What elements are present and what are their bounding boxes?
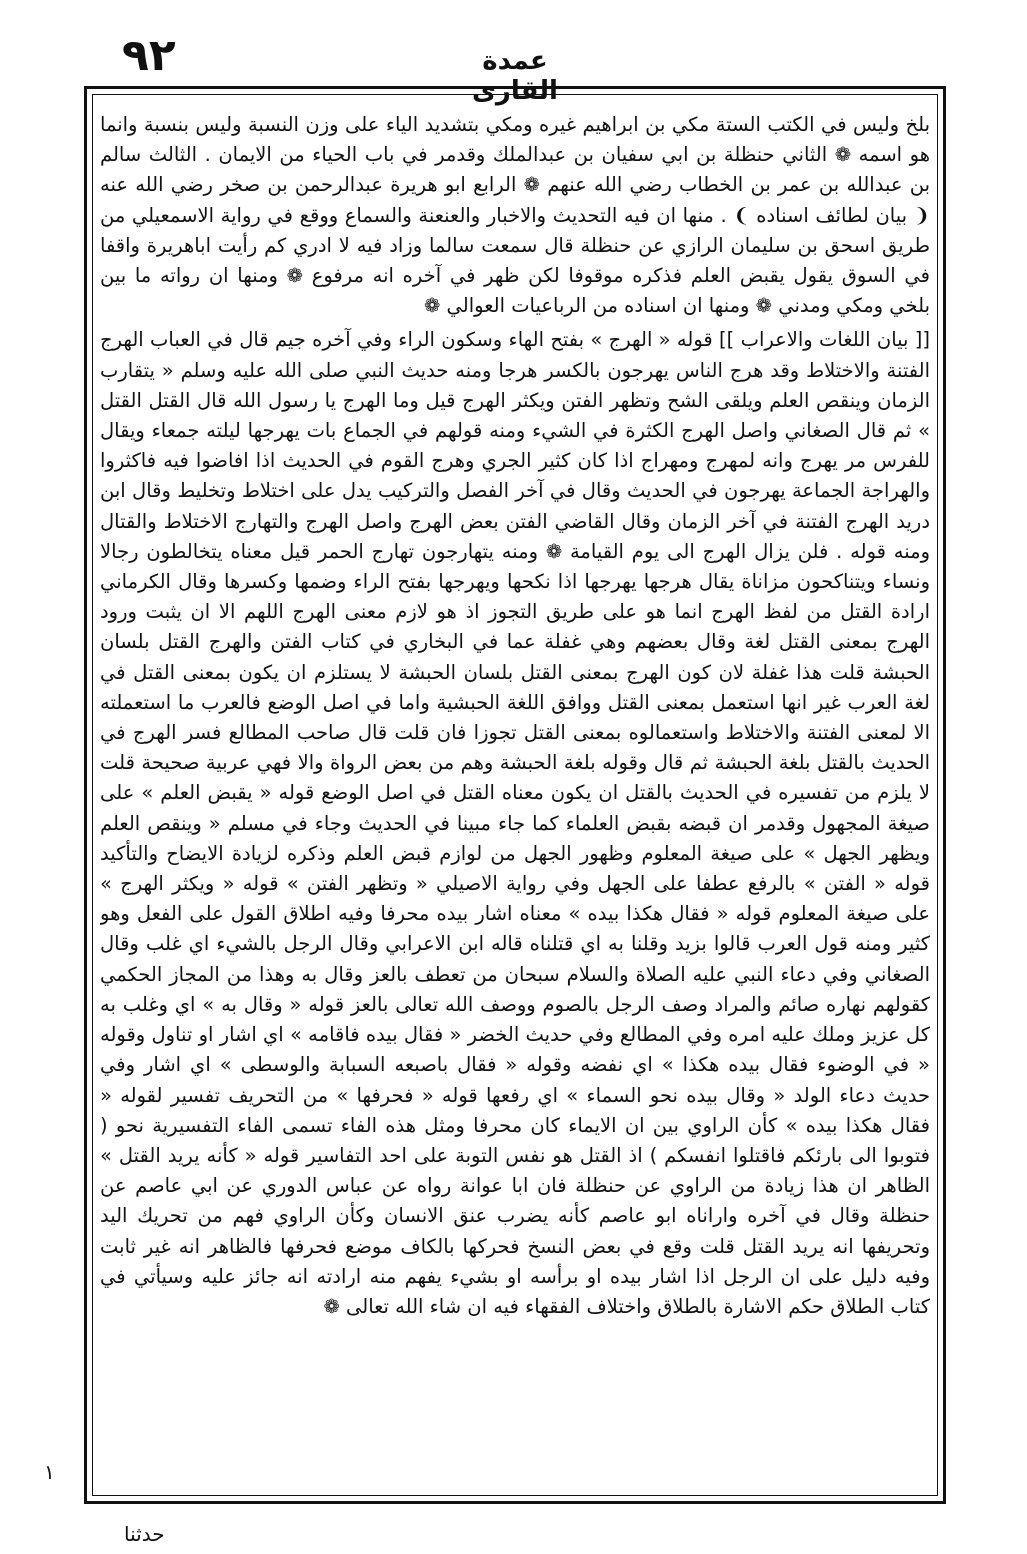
page-number: ٩٢	[122, 30, 176, 81]
paragraph-narrators: بلخ وليس في الكتب الستة مكي بن ابراهيم غيره ومكي بتشديد الياء على وزن النسبة وليس بنسبة وانما هو اسمه ❁ الثاني حنظلة بن ابي سفيان بن عبدالملك وقدمر في باب الحياء من الايمان . الثالث سالم بن عبدالله بن عمر بن الخطاب رضي الله عنهم ❁ الرابع ابو هريرة عبدالرحمن بن صخر رضي الله عنه ❨ بيان لطائف اسناده ❩ . منها ان فيه التحديث والاخبار والعنعنة والسماع ووقع في رواية الاسمعيلي من طريق اسحق بن سليمان الرازي عن حنظلة قال سمعت سالما وزاد فيه لا ادري كم رأيت اباهريرة واقفا في السوق يقول يقبض العلم فذكره موقوفا لكن ظهر في آخره انه مرفوع ❁ ومنها ان رواته ما بين بلخي ومكي ومدني ❁ ومنها ان اسناده من الرباعيات العوالي ❁	[100, 113, 930, 318]
margin-mark: ١	[44, 1460, 55, 1484]
paragraph-lexicon-and-grammar: [[ بيان اللغات والاعراب ]] قوله « الهرج » بفتح الهاء وسكون الراء وفي آخره جيم قال في العباب الهرج الفتنة والاختلاط وقد هرج الناس يهرجون بالكسر هرجا ومنه حديث النبي صلى الله عليه وسلم « يتقارب الزمان وينقص العلم ويلقى الشح وتظهر الفتن ويكثر الهرج قيل وما الهرج يا رسول الله قال القتل القتل » ثم قال الصغاني واصل الهرج الكثرة في الشيء ومنه قولهم في الجماع بات يهرجها ليلته جمعاء ويقال للفرس مر يهرج وانه لمهرج ومهراج اذا كان كثير الجري وهرج القوم في الحديث اذا افاضوا فيه فاكثروا والهراجة الجماعة يهرجون في الحديث وقال في آخر الفصل والتركيب يدل على اختلاط وتخليط وقال ابن دريد الهرج الفتنة في آخر الزمان وقال القاضي الفتن بعض الهرج واصل الهرج والتهارج الاختلاط والقتال ومنه قوله . فلن يزال الهرج الى يوم القيامة ❁ ومنه يتهارجون تهارج الحمر قيل معناه يتخالطون رجالا ونساء ويتناكحون مزاناة يقال هرجها يهرجها اذا نكحها ويهرجها بفتح الراء وضمها وكسرها وقال الكرماني ارادة القتل من لفظ الهرج انما هو على طريق التجوز اذ هو لازم معنى الهرج اللهم الا ان يثبت ورود الهرج بمعنى القتل لغة وقال بعضهم وهي غفلة عما في البخاري في كتاب الفتن والهرج القتل بلسان الحبشة قلت هذا غفلة لان كون الهرج بمعنى القتل بلسان الحبشة لا يستلزم ان يكون بمعنى القتل في لغة العرب غير انها استعمل بمعنى القتل ووافق اللغة الحبشية واما في اصل الوضع فالعرب ما استعملته الا لمعنى الفتنة والاختلاط واستعمالوه بمعنى القتل تجوزا فان قلت قال صاحب المطالع فسر الهرج في الحديث بالقتل بلغة الحبشة ثم قال وقوله بلغة الحبشة وهم من بعض الرواة والا فهي عربية صحيحة قلت لا يلزم من تفسيره في الحديث بالقتل ان يكون معناه القتل في اصل الوضع قوله « يقبض العلم » على صيغة المجهول وقدمر ان قبضه بقبض العلماء كما جاء مبينا في الحديث وجاء في مسلم « وينقص العلم ويظهر الجهل » على صيغة المعلوم وظهور الجهل من لوازم قبض العلم وذكره لزيادة الايضاح والتأكيد قوله « الفتن » بالرفع عطفا على الجهل وفي رواية الاصيلي « وتظهر الفتن » قوله « ويكثر الهرج » على صيغة المعلوم قوله « فقال هكذا بيده » معناه اشار بيده محرفا وفيه اطلاق القول على الفعل وهو كثير ومنه قول العرب قالوا بزيد وقلنا به اي قتلناه قاله ابن الاعرابي وقال الرجل بالشيء اي غلب وقال الصغاني وفي دعاء النبي عليه الصلاة والسلام سبحان من تعطف بالعز وقال به وهذا من المجاز الحكمي كقولهم نهاره صائم والمراد وصف الرجل بالصوم ووصف الله تعالى بالعز قوله « وقال به » اي وغلب به كل عزيز وملك عليه امره وفي المطالع وفي حديث الخضر « فقال بيده فاقامه » اي اشار او تناول وقوله « في الوضوء فقال بيده هكذا » اي نفضه وقوله « فقال باصبعه السبابة والوسطى » اي اشار وفي حديث دعاء الولد « وقال بيده نحو السماء » اي رفعها قوله « فحرفها » من التحريف تفسير لقوله « فقال هكذا بيده » كأن الراوي بين ان الايماء كان محرفا ومثل هذه الفاء تسمى الفاء التفسيرية نحو ( فتوبوا الى بارئكم فاقتلوا انفسكم ) اذ القتل هو نفس التوبة على احد التفاسير قوله « كأنه يريد القتل » الظاهر ان هذا زيادة من الراوي عن حنظلة فان ابا عوانة رواه عن عباس الدوري عن ابي عاصم عن حنظلة وقال في آخره واراناه ابو عاصم كأنه يضرب عنق الانسان وكأن الراوي فهم من تحريك اليد وتحريفها انه يريد القتل قلت وقع في بعض النسخ فحركها بالكاف موضع فحرفها فالظاهر انه غير ثابت وفيه دليل على ان الرجل اذا اشار بيده او برأسه او بشيء يفهم منه ارادته انه جائز عليه وسيأتي في كتاب الطلاق حكم الاشارة بالطلاق واختلاف الفقهاء فيه ان شاء الله تعالى ❁	[100, 328, 930, 1318]
commentary-text	[100, 110, 930, 1490]
running-head: عمدة القاری	[472, 46, 558, 106]
catchword: حدثنا	[124, 1522, 165, 1546]
